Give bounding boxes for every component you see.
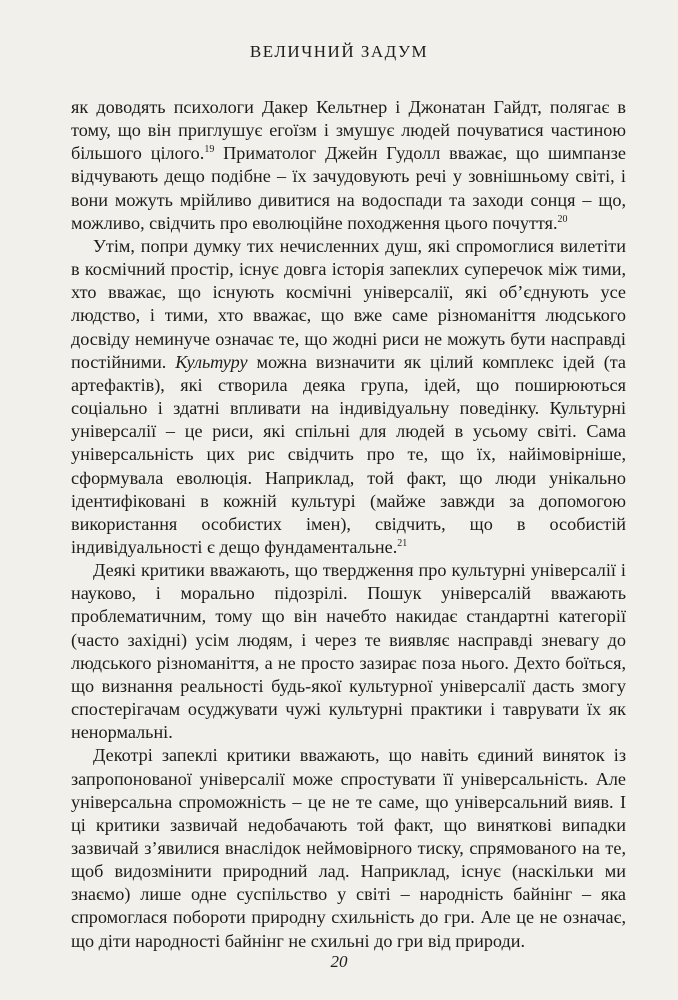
body-text bbox=[71, 96, 626, 953]
footnote-ref-19: 19 bbox=[204, 144, 215, 156]
page-number: 20 bbox=[330, 952, 348, 971]
text-segment: можна визначити як цілий комплекс ідей (та артефактів), які створила деяка група, ідей, що поширюються соціально і здатні впливати на індивідуальну поведінку. Культурні універсалії – це риси, які спільні для людей в усьому світі. Сама універсальність цих рис свідчить про те, що їх, найімовірніше, сформувала еволюція. Наприклад, той факт, що люди унікально ідентифіковані в кожній культурі (майже завжди за допомогою використання особистих імен), свідчить, що в особистій індивідуальності є дещо фундаментальне. bbox=[71, 351, 626, 557]
paragraph-1 bbox=[71, 96, 626, 235]
paragraph-2 bbox=[71, 235, 626, 559]
text-segment: Приматолог Джейн Гудолл вважає, що шимпанзе відчувають дещо подібне – їх зачудовують речі у зовнішньому світі, і вони можуть мрійливо дивитися на водоспади та заходи сонця – що, можливо, свідчить про еволюційне походження цього почуття. bbox=[71, 143, 626, 233]
text-segment: як доводять психологи Дакер Кельтнер і Джонатан Гайдт, полягає в тому, що він приглушує егоїзм і змушує людей почуватися частиною більшого цілого. bbox=[71, 97, 626, 164]
emphasized-term: Культуру bbox=[175, 351, 248, 372]
text-segment: Декотрі запеклі критики вважають, що навіть єдиний виняток із запропонованої універсалії може спростувати її універсальність. Але універсальна спроможність – це не те саме, що універсальний вияв. І ці критики зазвичай недобачають той факт, що винятковi випадки зазвичай з’явилися внаслідок неймовірного тиску, спрямованого на те, щоб видозмінити природний лад. Наприклад, існує (наскільки ми знаємо) лише одне суспільство у світі – народність байнінг – яка спромоглася побороти природну схильність до гри. Але це не означає, що діти народності байнінг не схильні до гри від природи. bbox=[71, 745, 626, 951]
footnote-ref-20: 20 bbox=[557, 213, 568, 225]
text-segment: Деякі критики вважають, що твердження про культурні універсалії і науково, і морально підозрілі. Пошук універсалій вважають проблематичним, тому що він начебто накидає стандартні категорії (часто західні) усім людям, і через те виявляє насправді зневагу до людського різноманіття, а не просто зазирає поза нього. Дехто боїться, що визнання реальності будь-якої культурної універсалії дасть змогу спостерігачам осуджувати чужі культурні практики і таврувати їх як ненормальні. bbox=[71, 560, 626, 743]
text-segment: Утім, попри думку тих нечисленних душ, які спромоглися вилетіти в космічний простір, існує довга історія запеклих суперечок між тими, хто вважає, що існують космічні універсалії, які об’єднують усе людство, і тими, хто вважає, що вже саме різноманіття людського досвіду неминуче означає те, що жодні риси не можуть бути насправді постійними. bbox=[71, 235, 626, 372]
running-head: ВЕЛИЧНИЙ ЗАДУМ bbox=[249, 42, 429, 61]
paragraph-3 bbox=[71, 559, 626, 744]
paragraph-4 bbox=[71, 744, 626, 952]
footnote-ref-21: 21 bbox=[397, 537, 408, 549]
